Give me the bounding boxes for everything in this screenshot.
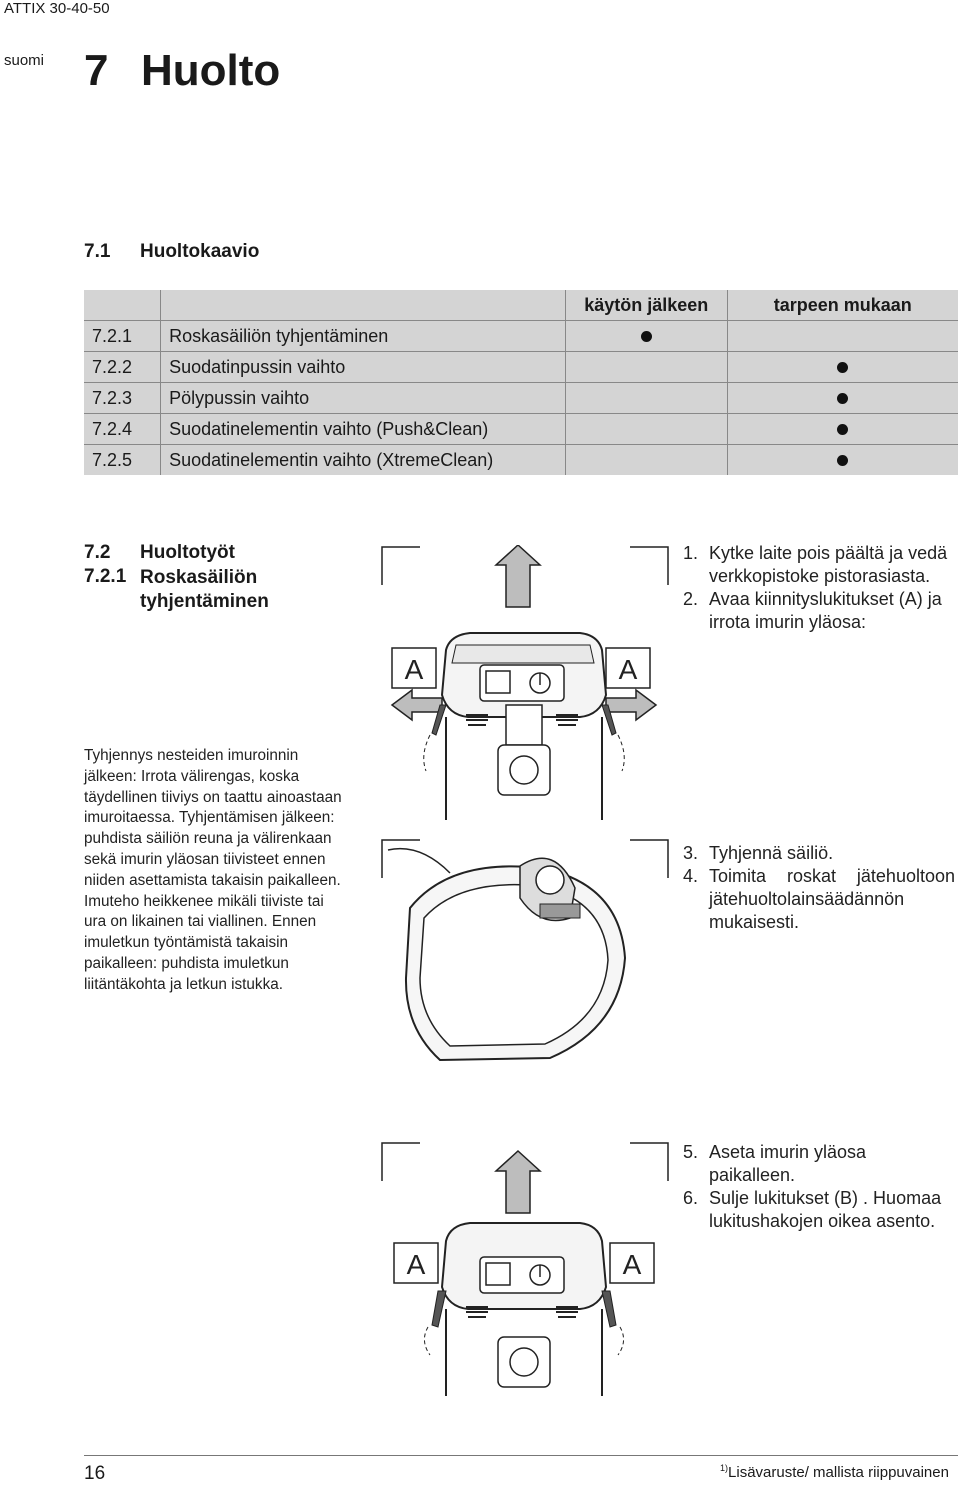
step-item — [683, 588, 959, 634]
after-use-cell — [565, 383, 727, 414]
model-name: ATTIX 30-40-50 — [4, 0, 110, 17]
table-header-row — [84, 290, 958, 321]
step-number: 2. — [683, 589, 699, 609]
subsection-title: Roskasäiliön tyhjentäminen — [140, 567, 269, 612]
after-use-cell — [565, 321, 727, 352]
row-task: Suodatinelementin vaihto (Push&Clean) — [161, 414, 566, 445]
bullet-icon — [837, 393, 848, 404]
step-text: Sulje lukitukset (B) . Huomaa lukitushakojen oikea asento. — [709, 1188, 942, 1231]
step-text: Aseta imurin yläosa paikalleen. — [709, 1142, 867, 1185]
as-needed-cell — [727, 445, 958, 476]
table-row — [84, 414, 958, 445]
language-label: suomi — [4, 52, 45, 69]
as-needed-cell — [727, 321, 958, 352]
latch-label-right: A — [618, 654, 638, 685]
row-task: Suodatinpussin vaihto — [161, 352, 566, 383]
chapter-number: 7 — [84, 46, 109, 95]
row-number: 7.2.3 — [84, 383, 161, 414]
step-item — [683, 1187, 959, 1233]
figure-open-latches — [380, 545, 670, 820]
step-number: 4. — [683, 866, 699, 886]
footer-divider — [84, 1455, 958, 1456]
table-row — [84, 352, 958, 383]
steps-group-1 — [683, 542, 959, 634]
steps-group-3 — [683, 1141, 959, 1233]
steps-group-2 — [683, 842, 959, 934]
latch-label-left: A — [406, 1249, 426, 1280]
bullet-icon — [837, 424, 848, 435]
footnote-mark: 1) — [720, 1463, 729, 1473]
section-number: 7.2 — [84, 542, 111, 563]
section-number: 7.1 — [84, 241, 111, 262]
bullet-icon — [641, 331, 652, 342]
table-row — [84, 321, 958, 352]
section-title: Huoltotyöt — [140, 542, 235, 563]
footnote — [720, 1463, 949, 1481]
step-number: 1. — [683, 543, 699, 563]
step-text: Toimita roskat jätehuoltoon jätehuoltolainsäädännön mukaisesti. — [709, 866, 955, 932]
row-number: 7.2.4 — [84, 414, 161, 445]
chapter-title: Huolto — [141, 46, 281, 95]
step-item — [683, 1141, 959, 1187]
row-number: 7.2.2 — [84, 352, 161, 383]
row-task: Pölypussin vaihto — [161, 383, 566, 414]
header-cell-empty — [84, 290, 161, 321]
after-use-cell — [565, 445, 727, 476]
after-use-cell — [565, 414, 727, 445]
section-title: Huoltokaavio — [140, 241, 260, 262]
step-item — [683, 542, 959, 588]
latch-label-left: A — [404, 654, 424, 685]
step-item — [683, 842, 959, 865]
step-item — [683, 865, 959, 934]
footnote-text: Lisävaruste/ mallista riippuvainen — [728, 1464, 949, 1481]
maintenance-schedule-table — [84, 290, 958, 475]
figure-close-latches — [380, 1141, 670, 1396]
row-task: Suodatinelementin vaihto (XtremeClean) — [161, 445, 566, 476]
subsection-number: 7.2.1 — [84, 566, 127, 587]
row-number: 7.2.5 — [84, 445, 161, 476]
header-after-use: käytön jälkeen — [565, 290, 727, 321]
step-number: 5. — [683, 1142, 699, 1162]
step-text: Avaa kiinnityslukitukset (A) ja irrota imurin yläosa: — [709, 589, 942, 632]
step-text: Tyhjennä säiliö. — [709, 843, 834, 863]
after-use-cell — [565, 352, 727, 383]
bullet-icon — [837, 455, 848, 466]
step-number: 3. — [683, 843, 699, 863]
row-number: 7.2.1 — [84, 321, 161, 352]
as-needed-cell — [727, 383, 958, 414]
note-paragraph: Tyhjennys nesteiden imuroinnin jälkeen: Irrota välirengas, koska täydellinen tiiviys on taattu ainoastaan imuroitaessa. Tyhjentämisen jälkeen: puhdista säiliön reuna ja välirenkaan sekä imurin yläosan tiivisteet ennen niiden asettamista takaisin paikalleen. Imuteho heikkenee mikäli tiiviste tai ura on likainen tai viallinen. Ennen imuletkun työntämistä takaisin paikalleen: puhdista imuletkun liitäntäkohta ja letkun istukka. — [84, 747, 342, 993]
step-text: Kytke laite pois päältä ja vedä verkkopistoke pistorasiasta. — [709, 543, 948, 586]
figure-container-ring — [380, 838, 670, 1063]
bullet-icon — [837, 362, 848, 373]
page-number: 16 — [84, 1463, 106, 1484]
table-row — [84, 445, 958, 476]
header-cell-empty — [161, 290, 566, 321]
as-needed-cell — [727, 414, 958, 445]
as-needed-cell — [727, 352, 958, 383]
step-number: 6. — [683, 1188, 699, 1208]
row-task: Roskasäiliön tyhjentäminen — [161, 321, 566, 352]
header-as-needed: tarpeen mukaan — [727, 290, 958, 321]
latch-label-right: A — [622, 1249, 642, 1280]
table-row — [84, 383, 958, 414]
